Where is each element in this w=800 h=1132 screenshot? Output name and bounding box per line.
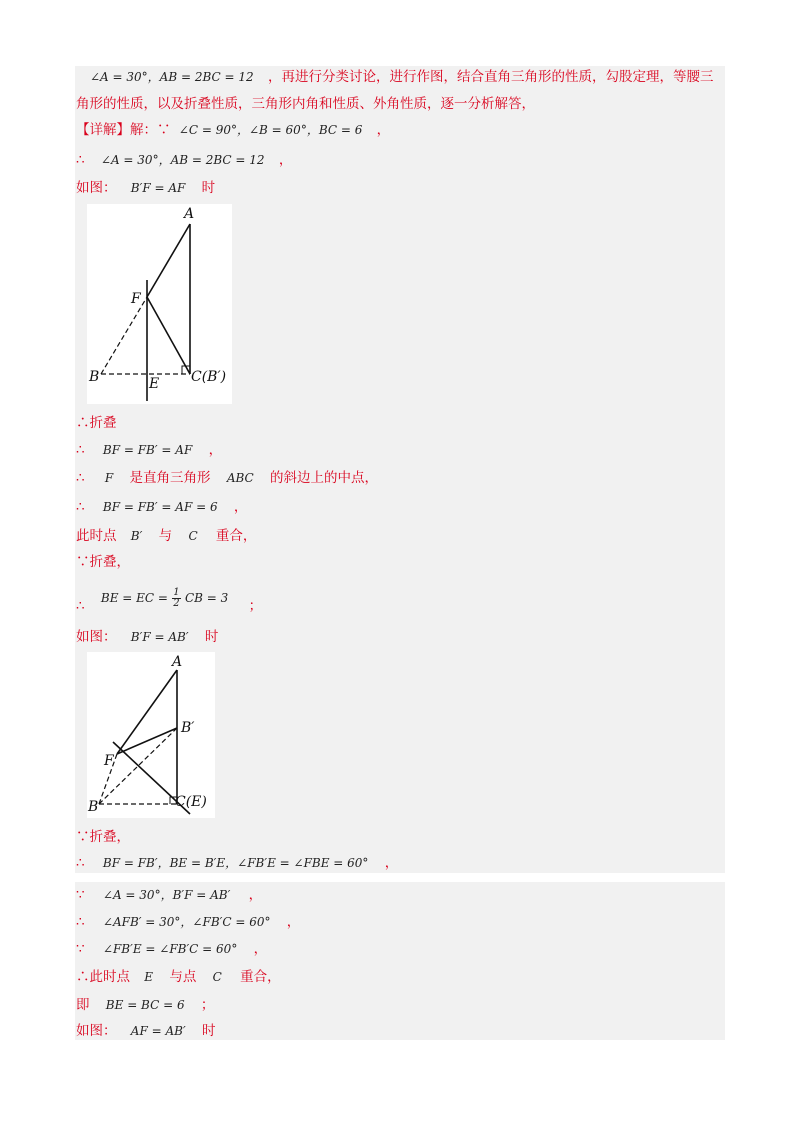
math-variable: ABC [226, 471, 254, 485]
text-line-21 [76, 1020, 725, 1042]
text: ， [248, 887, 263, 903]
text: 与 [158, 528, 173, 544]
fraction-one-half [172, 588, 180, 609]
text: ， [253, 941, 268, 957]
math-expression: BF = FB′，BE = B′E，∠FB′E = ∠FBE = 60° [102, 856, 369, 870]
math-variable: E [144, 970, 154, 984]
label-c-b-prime: C(B′) [191, 369, 227, 385]
text-line-5 [76, 177, 725, 199]
math-expression: ∠C = 90°，∠B = 60°，BC = 6 [178, 123, 363, 137]
math-expression: AF = AB′ [130, 1024, 186, 1038]
math-variable: C [212, 970, 222, 984]
text: ； [200, 997, 215, 1013]
text: 解：∵ [130, 122, 171, 138]
text: ； [248, 598, 263, 614]
text: ∵折叠， [76, 829, 130, 845]
math-expression: BE = BC = 6 [105, 998, 185, 1012]
text: 时 [201, 1023, 216, 1039]
segment-bf-dashed [101, 297, 147, 374]
text-line-17 [76, 911, 725, 933]
text-line-16 [76, 884, 725, 906]
math-expression: B′F = AB′ [130, 630, 189, 644]
math-variable: C [188, 529, 198, 543]
math-expression: ∠FB′E = ∠FB′C = 60° [102, 942, 238, 956]
text-line-4 [76, 149, 725, 171]
text-line-9 [76, 496, 725, 518]
fraction-numerator: 1 [173, 587, 180, 598]
therefore-symbol: ∴ [76, 442, 85, 458]
detail-heading: 【详解】 [76, 122, 130, 138]
therefore-symbol: ∴ [76, 470, 85, 486]
text: ∴折叠 [76, 415, 117, 431]
text: ， [278, 152, 293, 168]
text-line-2 [76, 93, 725, 115]
therefore-symbol: ∴ [76, 152, 85, 168]
math-expression: ∠AFB′ = 30°，∠FB′C = 60° [102, 915, 271, 929]
text-line-18 [76, 938, 725, 960]
text: 时 [204, 629, 219, 645]
therefore-symbol: ∴ [76, 598, 85, 614]
label-b-prime: B′ [181, 720, 195, 736]
text-line-7 [76, 439, 725, 461]
math-expression: B′F = AF [130, 181, 186, 195]
text-line-14 [76, 826, 725, 848]
text-line-6 [76, 412, 725, 434]
text-line-13 [76, 626, 725, 648]
text-line-19 [76, 966, 725, 988]
math-expression: ∠A = 30°，AB = 2BC = 12 [90, 70, 254, 84]
text: ， [208, 442, 223, 458]
text: 角形的性质，以及折叠性质，三角形内角和性质、外角性质，逐一分析解答， [76, 96, 535, 112]
math-variable: B′ [130, 529, 143, 543]
text: 与点 [169, 969, 197, 985]
therefore-symbol: ∴ [76, 914, 85, 930]
text-line-10 [76, 525, 725, 547]
math-expression: BF = FB′ = AF [102, 443, 193, 457]
label-b: B [88, 799, 99, 815]
text: 重合， [215, 528, 257, 544]
label-b: B [89, 369, 100, 385]
text: 即 [76, 997, 90, 1013]
text: 重合， [240, 969, 281, 985]
segment-af [147, 224, 190, 297]
text: 是直角三角形 [129, 470, 211, 486]
figure-1-diagram [87, 204, 232, 404]
math-expression: BE = EC = [100, 591, 168, 605]
text-line-1 [76, 66, 725, 88]
math-expression: CB = 3 [184, 591, 229, 605]
math-expression: ∠A = 30°，AB = 2BC = 12 [100, 153, 265, 167]
text: ， [286, 914, 301, 930]
text: 时 [201, 180, 216, 196]
label-a: A [184, 206, 195, 222]
text: 此时点 [76, 528, 117, 544]
label-a: A [172, 654, 183, 670]
math-expression: ∠A = 30°，B′F = AB′ [102, 888, 231, 902]
label-f: F [104, 753, 114, 769]
segment-fc [147, 297, 190, 374]
text: ∵折叠， [76, 554, 130, 570]
label-f: F [131, 291, 141, 307]
text: ， [384, 855, 399, 871]
text-line-12 [76, 578, 725, 618]
text: ，再进行分类讨论，进行作图，结合直角三角形的性质，勾股定理，等腰三 [267, 69, 714, 85]
text-line-15 [76, 852, 725, 874]
text: 如图： [76, 629, 117, 645]
figure-2-diagram [87, 652, 215, 818]
text-line-11 [76, 551, 725, 573]
therefore-symbol: ∴ [76, 499, 85, 515]
text-line-3 [76, 119, 725, 141]
math-expression: BF = FB′ = AF = 6 [102, 500, 218, 514]
therefore-symbol: ∴ [76, 855, 85, 871]
text: 如图： [76, 1023, 117, 1039]
label-e: E [149, 376, 160, 392]
text: ， [376, 122, 391, 138]
math-variable: F [104, 471, 114, 485]
text-line-8 [76, 467, 725, 489]
label-c-e: C(E) [175, 794, 207, 810]
text: ∴此时点 [76, 969, 130, 985]
text: 的斜边上的中点， [270, 470, 378, 486]
because-symbol: ∵ [76, 887, 85, 903]
text-line-20 [76, 994, 725, 1016]
text: ， [233, 499, 248, 515]
fraction-denominator: 2 [173, 598, 180, 609]
text: 如图： [76, 180, 117, 196]
because-symbol: ∵ [76, 941, 85, 957]
